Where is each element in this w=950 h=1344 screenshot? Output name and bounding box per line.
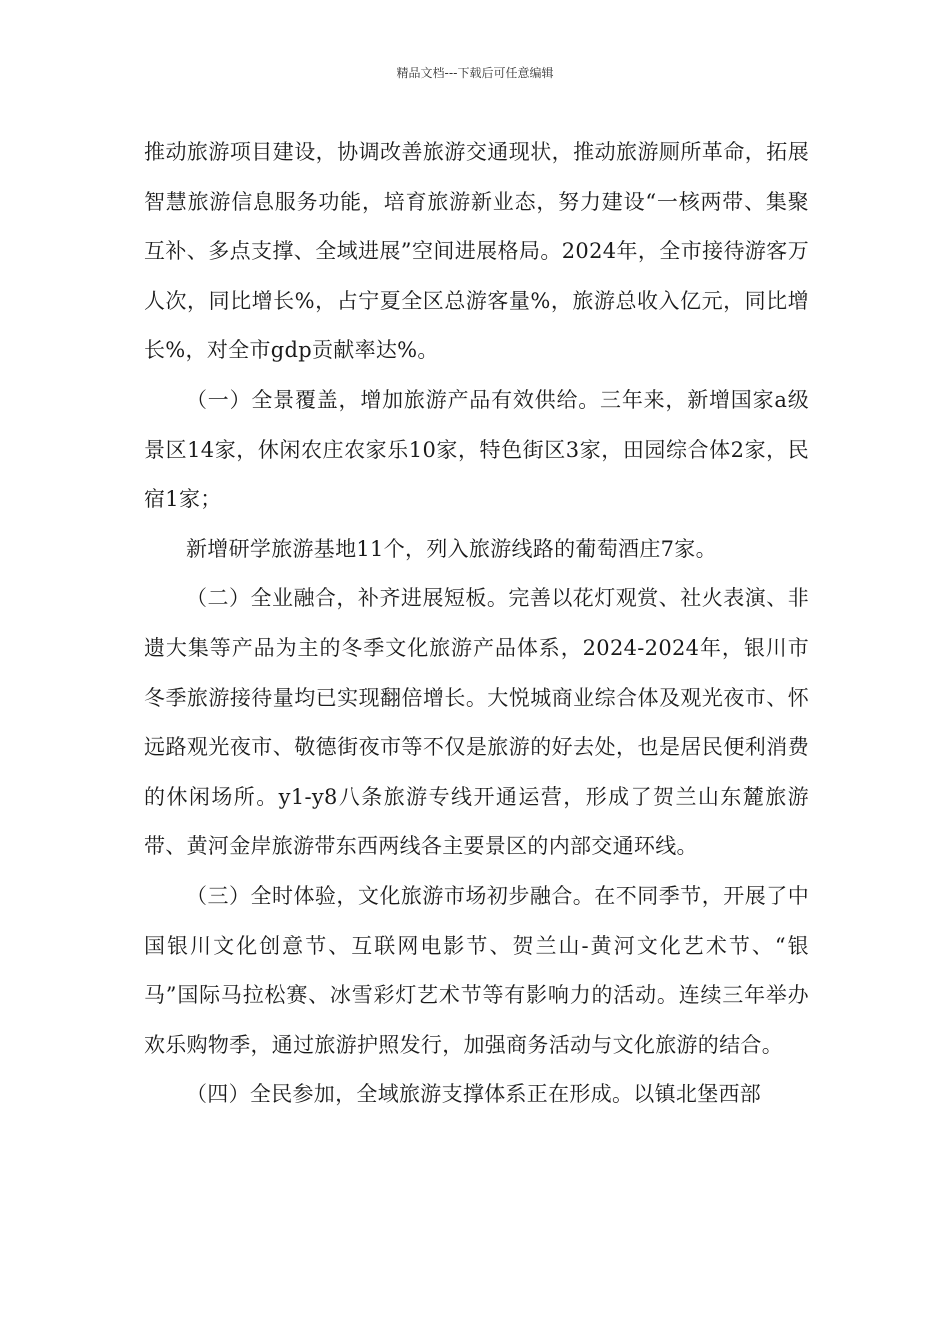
paragraph-3: 新增研学旅游基地11个，列入旅游线路的葡萄酒庄7家。 xyxy=(186,536,717,561)
page-header: 精品文档---下载后可任意编辑 xyxy=(396,66,554,80)
paragraph-2: （一）全景覆盖，增加旅游产品有效供给。三年来，新增国家a级景区14家，休闲农庄农家乐10家，特色街区3家，田园综合体2家，民宿1家； xyxy=(144,387,809,512)
paragraph-1: 推动旅游项目建设，协调改善旅游交通现状，推动旅游厕所革命，拓展智慧旅游信息服务功能，培育旅游新业态，努力建设“一核两带、集聚互补、多点支撑、全域进展”空间进展格局。2024年，全市接待游客万人次，同比增长%，占宁夏全区总游客量%，旅游总收入亿元，同比增长%，对全市gdp贡献率达%。 xyxy=(144,140,809,363)
paragraph-5: （三）全时体验，文化旅游市场初步融合。在不同季节，开展了中国银川文化创意节、互联网电影节、贺兰山-黄河文化艺术节、“银马”国际马拉松赛、冰雪彩灯艺术节等有影响力的活动。连续三年举办欢乐购物季，通过旅游护照发行，加强商务活动与文化旅游的结合。 xyxy=(144,883,809,1057)
paragraph-6: （四）全民参加，全域旅游支撑体系正在形成。以镇北堡西部 xyxy=(186,1082,762,1107)
document-body xyxy=(144,128,809,1120)
paragraph-4: （二）全业融合，补齐进展短板。完善以花灯观赏、社火表演、非遗大集等产品为主的冬季文化旅游产品体系，2024-2024年，银川市冬季旅游接待量均已实现翻倍增长。大悦城商业综合体及观光夜市、怀远路观光夜市、敬德街夜市等不仅是旅游的好去处，也是居民便利消费的休闲场所。y1-y8八条旅游专线开通运营，形成了贺兰山东麓旅游带、黄河金岸旅游带东西两线各主要景区的内部交通环线。 xyxy=(144,586,809,859)
